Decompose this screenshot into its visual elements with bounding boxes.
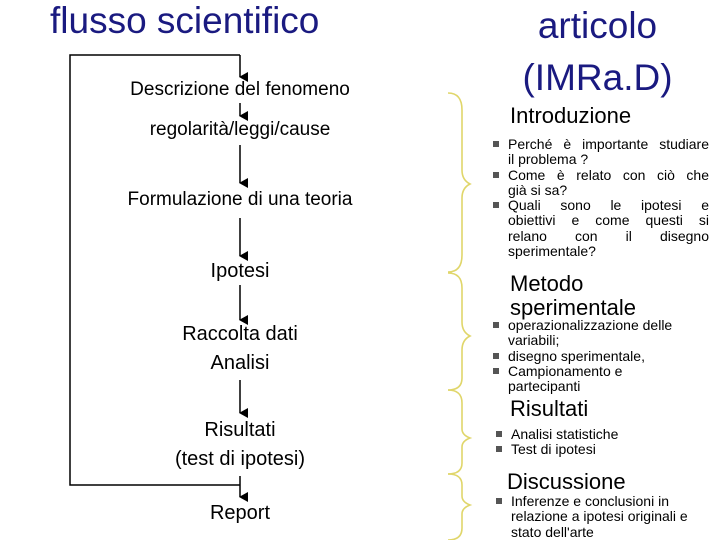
step-raccolta-dati: Raccolta dati [182,323,298,345]
bullet-item: Come è relato con ciò che già si sa? [491,168,709,199]
right-title-line1: articolo [537,5,658,46]
right-title-line2: (IMRa.D) [522,57,673,98]
bullet-item: Perché è importante studiare il problema ? [491,137,709,168]
section-metodo-heading-line1: Metodo [510,271,584,296]
section-introduzione-heading: Introduzione [510,103,632,128]
brace-risultati [448,390,470,474]
step-regolarita: regolarità/leggi/cause [149,119,331,140]
step-ipotesi: Ipotesi [210,260,270,282]
section-discussione-heading: Discussione [507,469,626,494]
bullet-item: Test di ipotesi [494,442,709,457]
bullet-item: Quali sono le ipotesi e obiettivi e come questi si relano con il disegno sperimentale? [491,198,709,259]
step-descrizione: Descrizione del fenomeno [130,79,350,100]
bullet-item: disegno sperimentale, [491,349,709,364]
section-metodo-heading [510,272,636,320]
bullet-item: Campionamento e partecipanti [491,364,709,395]
bullet-item: operazionalizzazione delle variabili; [491,318,709,349]
section-metodo-heading-line2: sperimentale [510,295,636,320]
bullet-item: Analisi statistiche [494,427,709,442]
step-analisi: Analisi [210,352,270,374]
step-test-ipotesi: (test di ipotesi) [174,448,306,470]
metodo-bullets [491,318,709,394]
step-risultati: Risultati [204,419,276,441]
step-teoria: Formulazione di una teoria [127,189,353,210]
introduzione-bullets [491,137,709,259]
bullet-item: Inferenze e conclusioni in relazione a ipotesi originali e stato dell'arte [494,494,716,540]
discussione-bullets [494,494,716,540]
brace-metodo [448,273,470,390]
brace-discussione [448,474,470,540]
section-risultati-heading: Risultati [510,396,589,421]
risultati-bullets [494,427,709,458]
step-report: Report [209,502,271,524]
brace-introduzione [448,93,470,272]
left-title: flusso scientifico [50,0,320,41]
